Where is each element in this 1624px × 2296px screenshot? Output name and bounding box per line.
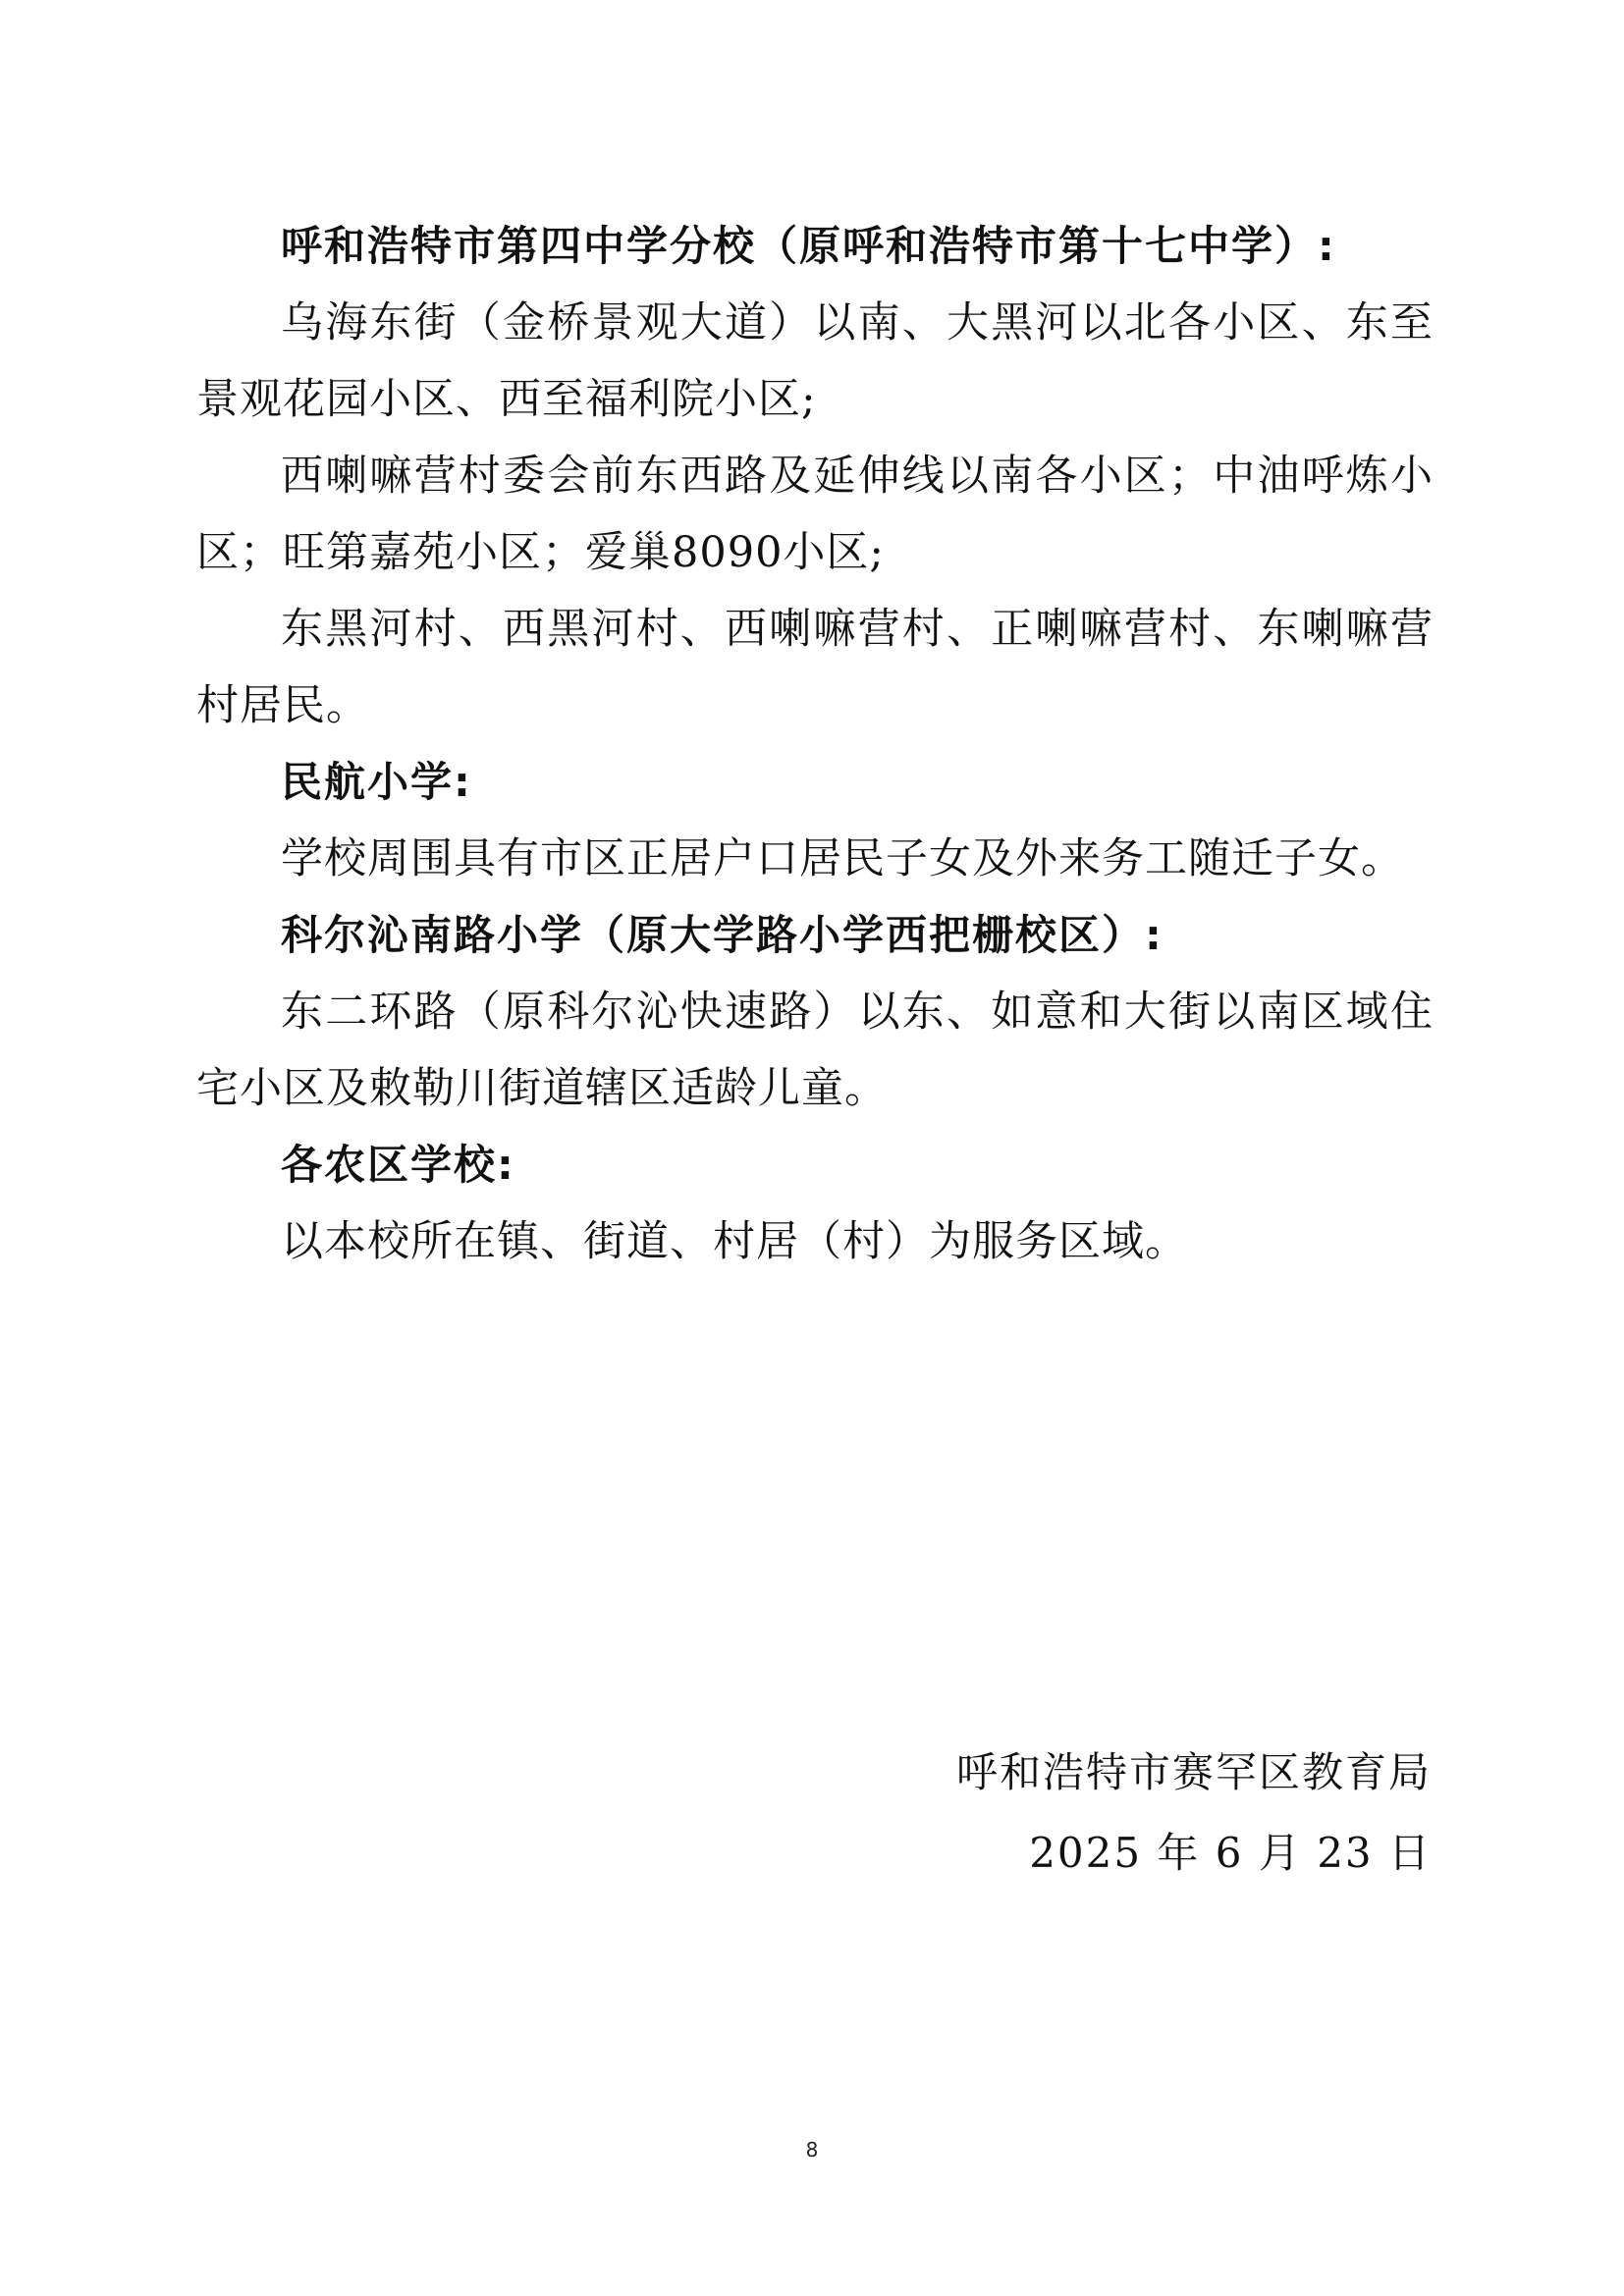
- section-paragraph: 东黑河村、西黑河村、西喇嘛营村、正喇嘛营村、东喇嘛营村居民。: [196, 605, 1434, 730]
- signature-block: [956, 1733, 1432, 1894]
- section-paragraph: 东二环路（原科尔沁快速路）以东、如意和大街以南区域住宅小区及敕勒川街道辖区适龄儿童。: [196, 988, 1434, 1113]
- section-paragraph: 西喇嘛营村委会前东西路及延伸线以南各小区；中油呼炼小区；旺第嘉苑小区；爱巢8090小区;: [196, 452, 1434, 577]
- page-number: 8: [805, 2138, 819, 2162]
- section-heading-rural-schools: 各农区学校:: [281, 1141, 515, 1189]
- signature-organization: 呼和浩特市赛罕区教育局: [955, 1748, 1432, 1796]
- section-heading-school-4-branch: 呼和浩特市第四中学分校（原呼和浩特市第十七中学）:: [281, 222, 1336, 270]
- section-paragraph: 学校周围具有市区正居户口居民子女及外来务工随迁子女。: [281, 834, 1404, 883]
- section-heading-keerqin-south-road-primary: 科尔沁南路小学（原大学路小学西把栅校区）:: [281, 911, 1164, 959]
- section-paragraph: 以本校所在镇、街道、村居（村）为服务区域。: [281, 1217, 1188, 1266]
- section-paragraph: 乌海东街（金桥景观大道）以南、大黑河以北各小区、东至景观花园小区、西至福利院小区;: [196, 298, 1434, 424]
- document-body: [196, 208, 1434, 1280]
- section-heading-minhang-primary: 民航小学:: [281, 758, 472, 806]
- signature-date: 2025 年 6 月 23 日: [1029, 1829, 1432, 1877]
